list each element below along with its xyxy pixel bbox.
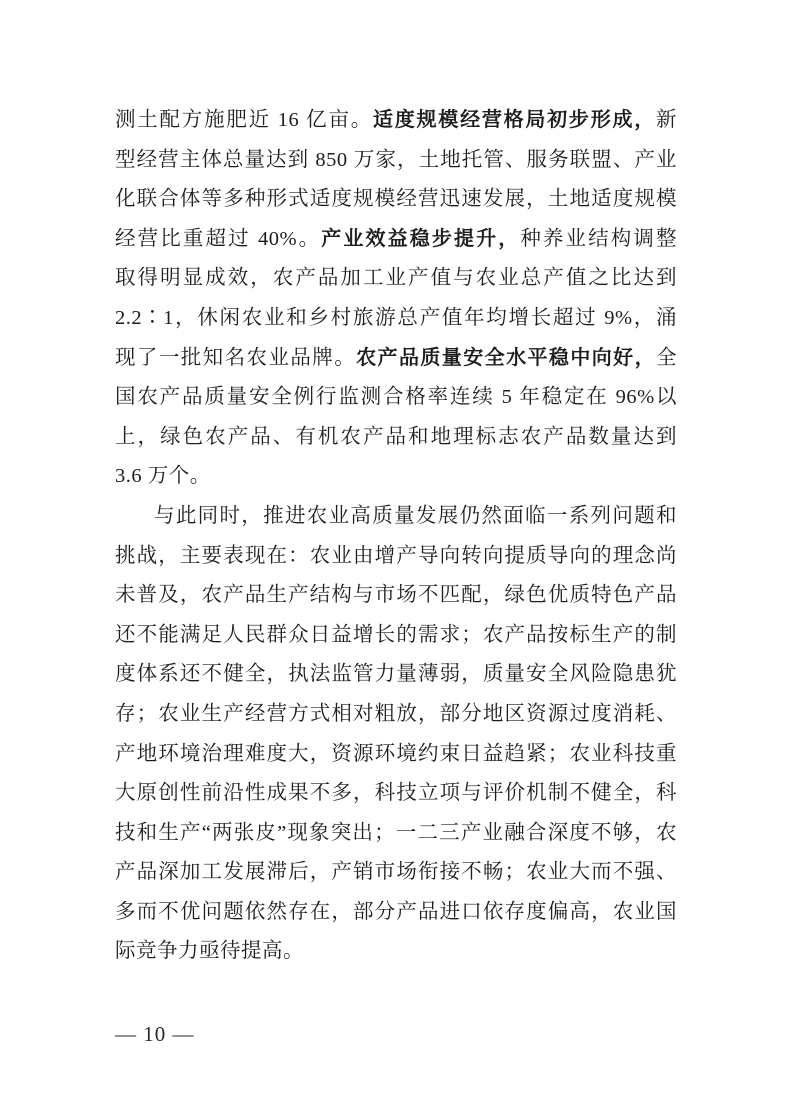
- body-text: 还不能满足人民群众日益增长的需求；农产品按标生产的制: [115, 623, 677, 646]
- text-line: [115, 774, 677, 814]
- body-text: 多而不优问题依然存在，部分产品进口依存度偏高，农业国: [115, 900, 677, 923]
- document-body: [115, 101, 677, 972]
- text-line: [115, 378, 677, 418]
- body-text: 现了一批知名农业品牌。: [115, 346, 357, 369]
- text-line: [115, 537, 677, 577]
- body-text: 全: [656, 346, 678, 369]
- emphasis-text: 适度规模经营格局初步形成，: [373, 109, 657, 131]
- body-text: 2.2∶1，休闲农业和乡村旅游总产值年均增长超过 9%，涌: [115, 306, 677, 329]
- emphasis-text: 农产品质量安全水平稳中向好，: [356, 346, 657, 369]
- text-line: [115, 576, 677, 616]
- body-text: 存；农业生产经营方式相对粗放，部分地区资源过度消耗、: [115, 702, 677, 725]
- paragraph: [115, 101, 677, 497]
- body-text: 型经营主体总量达到 850 万家，土地托管、服务联盟、产业: [115, 148, 677, 171]
- text-line: [115, 339, 677, 379]
- body-text: 新: [656, 109, 678, 131]
- text-line: [115, 418, 677, 458]
- body-text: 度体系还不健全，执法监管力量薄弱，质量安全风险隐患犹: [115, 663, 677, 686]
- text-line: [115, 814, 677, 854]
- body-text: 国农产品质量安全例行监测合格率连续 5 年稳定在 96%以: [115, 386, 677, 409]
- body-text: 上，绿色农产品、有机农产品和地理标志农产品数量达到: [115, 425, 677, 448]
- text-line: [115, 893, 677, 933]
- body-text: 化联合体等多种形式适度规模经营迅速发展，土地适度规模: [115, 188, 677, 211]
- body-text: 种养业结构调整: [520, 227, 678, 250]
- text-line: [115, 180, 677, 220]
- text-line: [115, 220, 677, 260]
- body-text: 经营比重超过 40%。: [115, 227, 322, 250]
- text-line: [115, 735, 677, 775]
- text-line: [115, 259, 677, 299]
- body-text: 技和生产“两张皮”现象突出；一二三产业融合深度不够，农: [115, 821, 677, 844]
- body-text: 产品深加工发展滞后，产销市场衔接不畅；农业大而不强、: [115, 861, 677, 884]
- text-line: [115, 101, 677, 141]
- body-text: 大原创性前沿性成果不多，科技立项与评价机制不健全，科: [115, 782, 677, 805]
- body-text: 测土配方施肥近 16 亿亩。: [115, 109, 373, 131]
- body-text: 未普及，农产品生产结构与市场不匹配，绿色优质特色产品: [115, 584, 677, 607]
- body-text: 际竞争力亟待提高。: [115, 940, 304, 963]
- page-number: — 10 —: [115, 1022, 195, 1046]
- text-line: [115, 655, 677, 695]
- body-text: 挑战，主要表现在：农业由增产导向转向提质导向的理念尚: [115, 544, 677, 567]
- text-line: [115, 932, 677, 972]
- body-text: 产地环境治理难度大，资源环境约束日益趋紧；农业科技重: [115, 742, 677, 765]
- text-line: [115, 695, 677, 735]
- emphasis-text: 产业效益稳步提升，: [321, 227, 521, 250]
- text-line: [115, 616, 677, 656]
- text-line: [115, 457, 677, 497]
- text-line: [115, 497, 677, 537]
- body-text: 取得明显成效，农产品加工业产值与农业总产值之比达到: [115, 267, 677, 290]
- text-line: [115, 299, 677, 339]
- paragraph: [115, 497, 677, 972]
- text-line: [115, 853, 677, 893]
- body-text: 3.6 万个。: [115, 465, 211, 488]
- text-line: [115, 141, 677, 181]
- body-text: 与此同时，推进农业高质量发展仍然面临一系列问题和: [154, 504, 677, 527]
